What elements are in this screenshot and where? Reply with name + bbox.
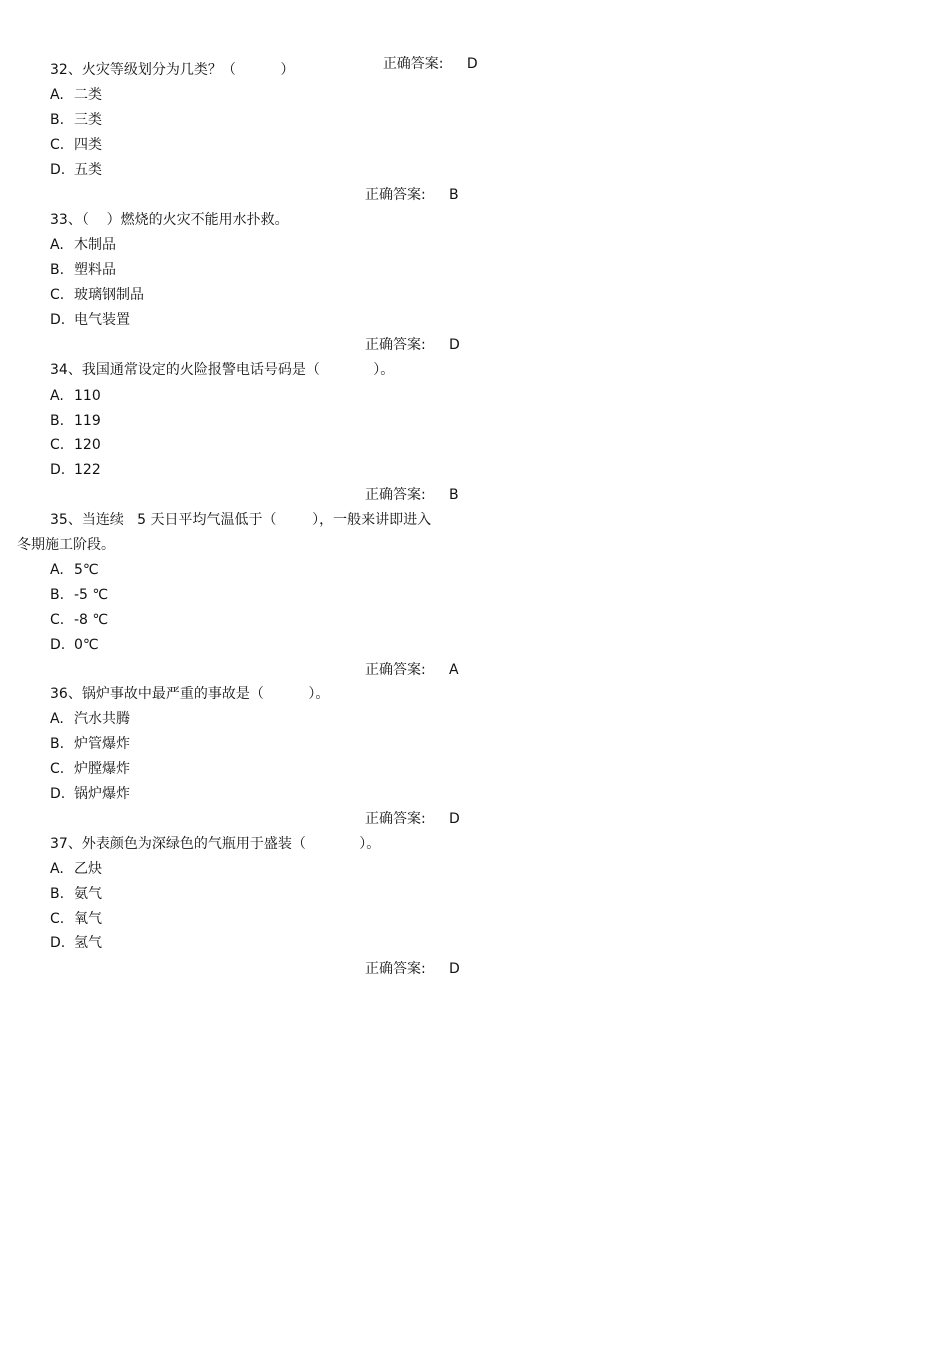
option-text: 氧气 [74, 911, 102, 927]
option-key: A. [50, 861, 64, 877]
option-text: 0℃ [74, 637, 99, 653]
option-d [50, 636, 99, 654]
option-key: A. [50, 562, 64, 578]
answer-value: D [449, 961, 460, 977]
answer-label: 正确答案: [365, 961, 426, 977]
option-c [50, 286, 144, 304]
option-key: D. [50, 935, 66, 951]
option-key: B. [50, 886, 65, 902]
option-text: 玻璃钢制品 [74, 287, 144, 303]
answer-line [365, 661, 459, 679]
option-text: 122 [74, 462, 101, 478]
option-key: C. [50, 287, 65, 303]
option-d [50, 311, 130, 329]
option-a [50, 236, 116, 254]
answer-label: 正确答案: [365, 662, 426, 678]
answer-value: D [466, 56, 478, 72]
answer-value: A [449, 662, 459, 678]
answer-value: D [449, 337, 460, 353]
option-text: 二类 [74, 87, 102, 103]
answer-label: 正确答案: [365, 487, 426, 503]
question-36: 36、锅炉事故中最严重的事故是（ ）。 [50, 686, 330, 702]
option-key: D. [50, 637, 66, 653]
question-35: 35、当连续 5 天日平均气温低于（ ），一般来讲即进入 [50, 512, 432, 528]
option-text: 120 [74, 437, 101, 453]
question-33: 33、（ ）燃烧的火灾不能用水扑救。 [50, 212, 289, 228]
option-key: C. [50, 612, 65, 628]
option-a [50, 387, 101, 405]
option-b [50, 261, 116, 279]
option-key: B. [50, 262, 65, 278]
option-key: C. [50, 761, 65, 777]
answer-label: 正确答案: [365, 337, 426, 353]
option-key: D. [50, 786, 66, 802]
option-c [50, 910, 102, 928]
option-key: B. [50, 587, 65, 603]
answer-line [365, 960, 460, 978]
question-37: 37、外表颜色为深绿色的气瓶用于盛装（ ）。 [50, 836, 381, 852]
answer-value: B [449, 487, 459, 503]
answer-value: B [449, 187, 459, 203]
option-text: 炉膛爆炸 [74, 761, 130, 777]
answer-label: 正确答案: [382, 56, 444, 72]
option-key: D. [50, 312, 66, 328]
option-b [50, 735, 130, 753]
answer-line [365, 186, 459, 204]
answer-label: 正确答案: [365, 811, 426, 827]
option-d [50, 461, 101, 479]
answer-line [365, 810, 460, 828]
option-text: 汽水共腾 [74, 711, 130, 727]
option-text: 氢气 [74, 935, 102, 951]
option-key: D. [50, 162, 66, 178]
question-32: 32、火灾等级划分为几类？（ ） [50, 62, 295, 78]
option-key: C. [50, 911, 65, 927]
option-text: 锅炉爆炸 [74, 786, 130, 802]
answer-line [365, 37, 478, 72]
option-text: 119 [74, 413, 101, 429]
option-key: A. [50, 87, 64, 103]
option-key: B. [50, 736, 65, 752]
question-34: 34、我国通常设定的火险报警电话号码是（ ）。 [50, 362, 395, 378]
option-text: 110 [74, 388, 101, 404]
option-a [50, 860, 102, 878]
option-text: 塑料品 [74, 262, 116, 278]
option-text: 四类 [74, 137, 102, 153]
option-key: C. [50, 437, 65, 453]
option-b [50, 586, 108, 604]
option-key: A. [50, 237, 64, 253]
option-key: A. [50, 388, 64, 404]
option-c [50, 436, 101, 454]
option-d [50, 934, 102, 952]
option-b [50, 885, 102, 903]
answer-line [365, 486, 459, 504]
option-c [50, 136, 102, 154]
option-text: 炉管爆炸 [74, 736, 130, 752]
option-text: 五类 [74, 162, 102, 178]
option-text: 电气装置 [74, 312, 130, 328]
option-c [50, 760, 130, 778]
answer-line [365, 336, 460, 354]
option-text: 氨气 [74, 886, 102, 902]
option-text: 木制品 [74, 237, 116, 253]
option-d [50, 161, 102, 179]
option-a [50, 86, 102, 104]
option-key: C. [50, 137, 65, 153]
answer-value: D [449, 811, 460, 827]
option-b [50, 111, 102, 129]
option-text: -5 ℃ [74, 587, 109, 603]
option-key: A. [50, 711, 64, 727]
answer-label: 正确答案: [365, 187, 426, 203]
option-key: B. [50, 413, 65, 429]
option-text: 5℃ [74, 562, 99, 578]
option-a [50, 710, 130, 728]
option-key: B. [50, 112, 65, 128]
option-d [50, 785, 130, 803]
option-key: D. [50, 462, 66, 478]
option-text: 三类 [74, 112, 102, 128]
option-text: -8 ℃ [74, 612, 109, 628]
question-35-continued: 冬期施工阶段。 [17, 537, 115, 553]
option-a [50, 561, 99, 579]
option-c [50, 611, 108, 629]
option-text: 乙炔 [74, 861, 102, 877]
option-b [50, 412, 101, 430]
